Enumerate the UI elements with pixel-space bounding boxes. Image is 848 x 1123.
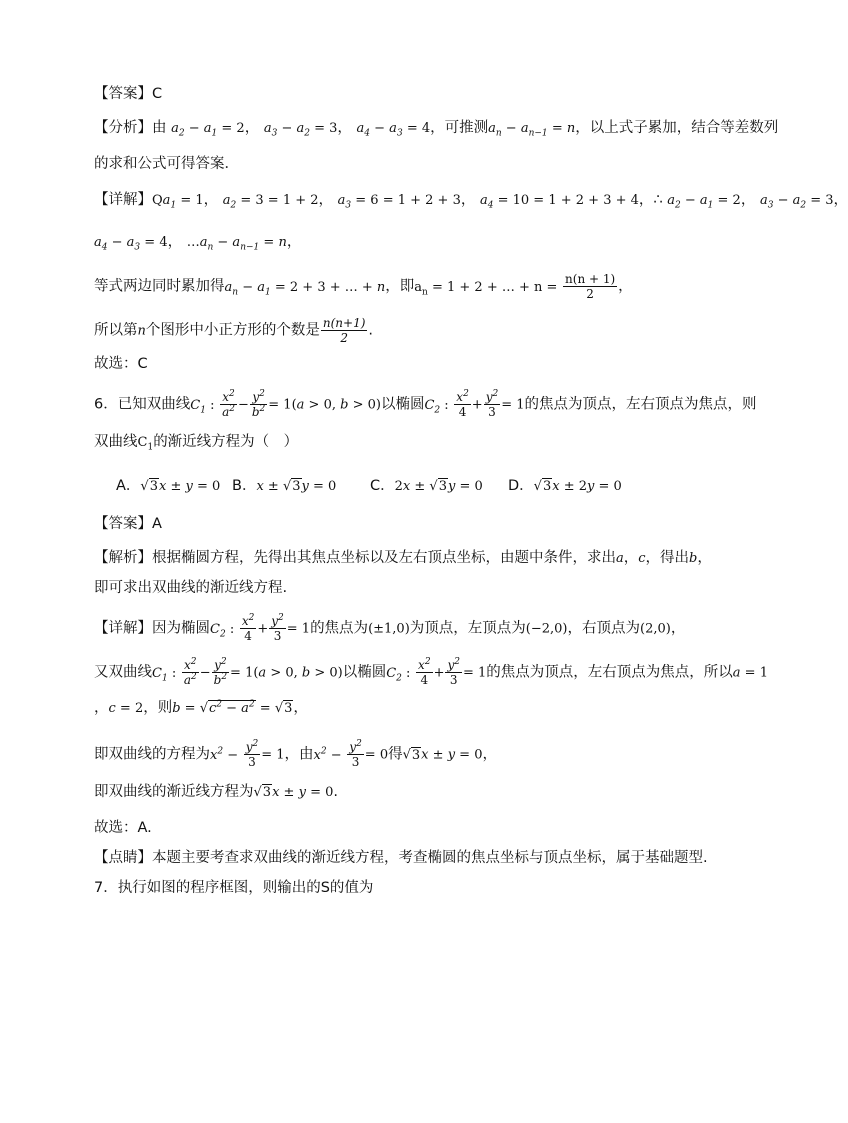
fraction: $\frac{x^2}{4}$ [418,657,431,687]
detail-text: 的焦点为 [310,620,369,637]
fraction: $\frac{x^2}{4}$ [456,389,469,419]
detail-text: 所以第 [94,322,138,339]
question-number: 6． [94,396,118,413]
formula: $b = √c^2 - a^2 = √3$ [172,699,293,716]
formula: $C_1$ : [190,397,215,416]
question-text: 已知双曲线 [117,396,191,413]
formula: x ± √3y = 0 [256,479,337,494]
q6-detail-line-5: 即双曲线的渐近线方程为√3x ± y = 0. [94,784,338,800]
fraction: $\frac{x^2}{a^2}$ [222,389,235,419]
formula: a = 1 [732,665,768,681]
formula: $C_2$ : [386,665,411,684]
fraction: $\frac{y^2}{3}$ [271,613,284,643]
detail-text: 个图形中小正方形的个数是 [145,322,320,339]
formula: $a_2 - a_1 = 2$ [171,121,245,139]
option-letter: D． [508,478,534,494]
detail-text: 以椭圆 [342,664,387,681]
formula: $x^2$ − [210,746,239,763]
prev-detail-line-1: 【详解】$Qa_1 = 1$， $a_2 = 3 = 1 + 2$， $a_3 = 6 = 1 + 2 + 3$， $a_4 = 10 = 1 + 2 + 3 + 4$，∴ $a_2 - a_1 = 2$， $a_3 - a_2 = 3$， [94,192,848,211]
analysis-text: ，可推测 [430,120,489,136]
detail-text: 因为椭圆 [152,620,210,637]
q6-detail-line-3: ，c = 2，则$b = √c^2 - a^2 = √3$， [94,699,308,716]
formula: (−2,0) [525,621,568,637]
formula: (±1,0) [368,621,410,637]
formula: $\dots a_n - a_{n-1} = n$ [186,235,287,253]
fraction: $\frac{y^2}{3}$ [245,739,259,769]
formula: $C_1$ [137,435,154,453]
formula: $a_4 - a_3 = 4$ [94,235,168,253]
q6-stem-line-1: 6．已知双曲线$C_1$ : $\frac{x^2}{a^2}$ − $\frac{y^2}{b^2}$ = 1(a > 0, b > 0)以椭圆$C_2$ : $\frac{x^2}{4}$ + $\frac{y^2}{3}$ = 1的焦点为顶点，左右顶点为焦点，则 [94,389,757,419]
formula: b [689,551,698,566]
detail-text: 又双曲线 [94,664,152,681]
formula: $a_3 - a_2 = 3$ [263,121,338,139]
fraction: $\frac{y^2}{3}$ [447,657,460,687]
answer-tag: 【答案】 [94,86,152,102]
detail-text: 的焦点为顶点，左右顶点为焦点，所以 [486,664,733,681]
analysis-text: ，得出 [645,550,690,566]
fraction: $\frac{y^2}{3}$ [349,739,362,769]
fraction: $\frac{x^2}{4}$ [241,613,255,643]
formula: $x^2$ − [313,746,342,763]
therefore-symbol: ∴ [653,192,663,208]
formula: $C_2$ : [424,397,449,416]
q6-detail-line-2: 又双曲线$C_1$ : $\frac{x^2}{a^2}$ − $\frac{y^2}{b^2}$ = 1(a > 0, b > 0)以椭圆$C_2$ : $\frac{x^2}{4}$ + $\frac{y^2}{3}$ = 1的焦点为顶点，左右顶点为焦点，所以a = 1 [94,657,768,687]
formula: √3x ± 2y = 0 [533,479,622,494]
question-number: 7． [94,880,118,896]
prev-analysis-line-2 [94,154,239,174]
fraction: $\frac{y^2}{3}$ [485,389,499,419]
detail-text: ，由 [284,746,314,763]
question-text: 的渐近线方程为（ ） [153,434,299,450]
fraction: $\frac{y^2}{b^2}$ [251,389,266,419]
q6-stem-line-2 [94,432,298,453]
formula: 2x ± √3y = 0 [394,479,483,494]
formula: $a_n = 1 + 2$ + … + n = [414,279,558,298]
analysis-tag: 【解析】 [94,550,152,566]
formula: $a_n - a_{n-1} = n$ [488,121,576,139]
formula: $a_4 = 10 = 1 + 2 + 3 + 4$ [479,193,639,211]
formula: (2,0) [640,621,671,637]
analysis-text: ，以上式子累加，结合等差数列 [575,120,779,136]
q6-detail-line-1: 【详解】因为椭圆$C_2$ : $\frac{x^2}{4}$ + $\frac{y^2}{3}$ = 1的焦点为(±1,0)为顶点，左顶点为(−2,0)，右顶点为(2,0)， [94,613,686,643]
option-letter: A． [116,478,141,494]
comment-tag: 【点睛】 [94,850,152,866]
formula: n [137,323,146,339]
analysis-text: 由 [152,120,167,136]
q6-detail-line-4: 即双曲线的方程为$x^2$ − $\frac{y^2}{3}$ = 1，由$x^2$ − $\frac{y^2}{3}$ = 0得√3x ± y = 0， [94,739,497,769]
fraction: $\frac{n(n + 1)}{2}$ [565,272,616,301]
detail-tag: 【详解】 [94,620,152,637]
formula: $a_3 = 6 = 1 + 2 + 3$ [337,193,461,211]
detail-text: ，右顶点为 [567,620,640,637]
question-text: 执行如图的程序框图，则输出的S的值为 [117,880,374,896]
q6-option-a[interactable] [116,476,220,497]
formula: $C_1$ : [152,665,177,684]
detail-text: ，即 [385,278,415,295]
q6-answer-line [94,514,162,534]
detail-text: 为顶点，左顶点为 [409,620,526,637]
comment-text: 本题主要考查求双曲线的渐近线方程，考查椭圆的焦点坐标与顶点坐标，属于基础题型. [152,850,708,866]
formula: $a_2 - a_1 = 2$ [667,193,741,211]
analysis-text: 根据椭圆方程，先得出其焦点坐标以及左右顶点坐标，由题中条件，求出 [152,550,616,566]
question-text: 以椭圆 [380,396,425,413]
analysis-tag: 【分析】 [94,120,152,136]
detail-text: 即双曲线的渐近线方程为 [94,784,254,800]
prev-final: 故选：C [94,356,148,372]
analysis-text: 的求和公式可得答案． [94,156,239,172]
option-letter: B． [232,478,257,494]
detail-text: 即双曲线的方程为 [94,746,210,763]
formula: $a_3 - a_2 = 3$ [759,193,834,211]
fraction: $\frac{n(n+1)}{2}$ [322,316,366,345]
formula: √3x ± y = 0 [140,479,221,494]
q7-stem-line [94,878,373,898]
q6-option-c[interactable] [370,476,483,497]
q6-option-b[interactable] [232,476,336,497]
option-letter: C． [370,478,395,494]
q6-analysis-line-2: 即可求出双曲线的渐近线方程. [94,580,288,596]
q6-analysis-line-1: 【解析】根据椭圆方程，先得出其焦点坐标以及左右顶点坐标，由题中条件，求出a，c，得出b， [94,550,712,566]
q6-final: 故选：A. [94,820,152,836]
question-text: 的焦点为顶点，左右顶点为焦点，则 [524,396,757,413]
prev-analysis-line-1: 【分析】由 $a_2 - a_1 = 2$， $a_3 - a_2 = 3$， $a_4 - a_3 = 4$，可推测$a_n - a_{n-1} = n$，以上式子累加，结合等差数列 [94,120,779,139]
formula: $a_2 = 3 = 1 + 2$ [222,193,319,211]
detail-text: 得 [388,746,403,763]
prev-answer-line [94,84,162,104]
question-text: 双曲线 [94,434,138,450]
answer-value: C [152,86,163,102]
formula: $C_2$ : [210,621,235,640]
prev-detail-line-2: $a_4 - a_3 = 4$， $\dots a_n - a_{n-1} = n$， [94,234,302,253]
q6-option-d[interactable] [508,476,622,497]
formula: c [638,551,646,566]
formula: √3x ± y = 0 [402,747,483,763]
answer-tag: 【答案】 [94,516,152,532]
detail-tag: 【详解】 [94,192,152,208]
q6-comment-line [94,848,708,868]
answer-value: A [152,516,162,532]
formula: √3x ± y = 0 [253,785,334,800]
fraction: $\frac{x^2}{a^2}$ [183,657,197,687]
prev-sum-line: 等式两边同时累加得$a_n - a_1 = 2 + 3$ + … + n，即$a_n = 1 + 2$ + … + n = $\frac{n(n + 1)}{2}$ ， [94,272,633,301]
formula: $a_n - a_1 = 2 + 3$ + … + n [224,279,386,298]
formula: $Qa_1 = 1$ [152,193,204,211]
prev-conclude-line: 所以第n个图形中小正方形的个数是 $\frac{n(n+1)}{2}$ . [94,316,373,345]
formula: $a_4 - a_3 = 4$ [356,121,431,139]
formula: a [616,551,624,566]
fraction: $\frac{y^2}{b^2}$ [213,657,228,687]
detail-text: 等式两边同时累加得 [94,278,225,295]
formula: c = 2 [108,701,144,716]
